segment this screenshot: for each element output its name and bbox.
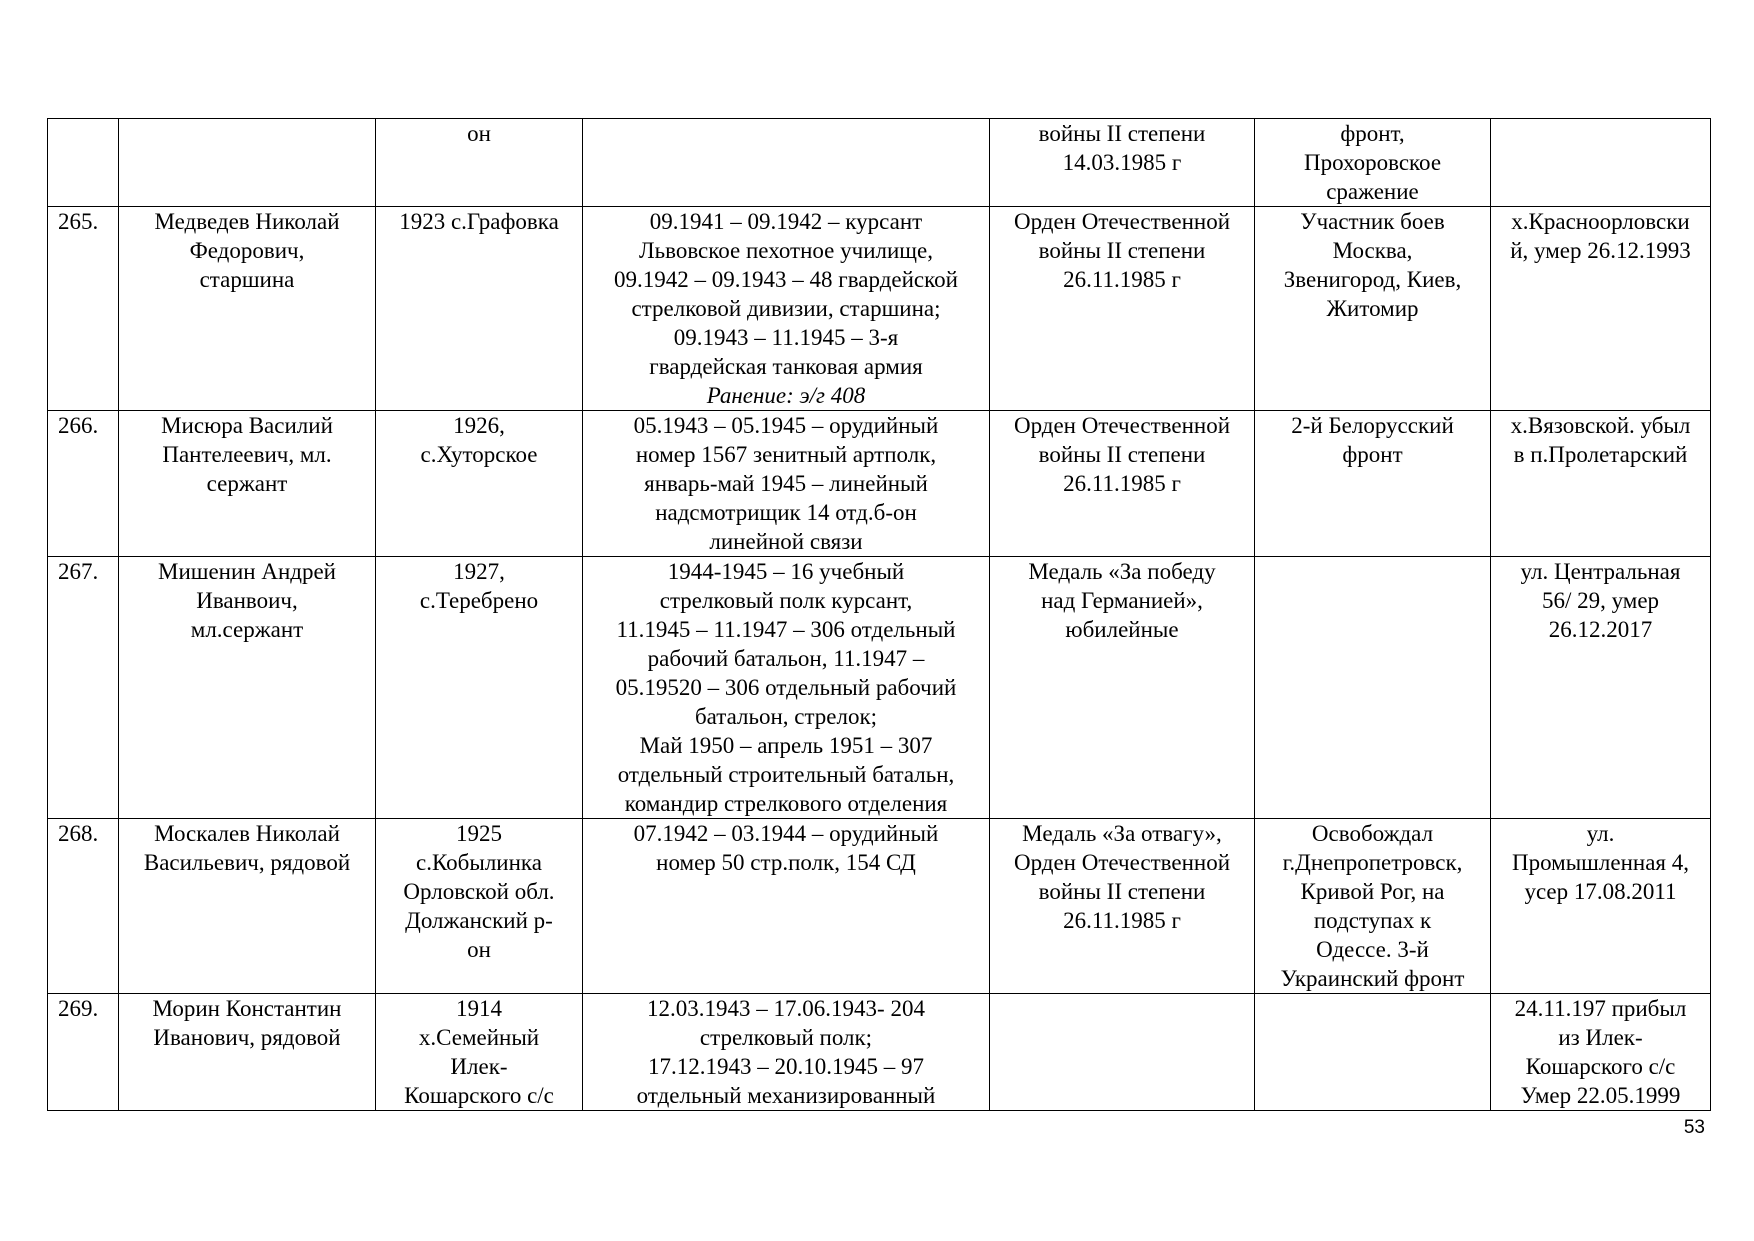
cell-number	[48, 819, 119, 994]
cell-line: х.Красноорловски	[1511, 209, 1690, 234]
cell-line: 07.1942 – 03.1944 – орудийный	[633, 821, 939, 846]
cell-line: Морин Константин	[152, 996, 342, 1021]
cell-line: войны II степени	[1038, 238, 1206, 263]
cell-battles	[1255, 119, 1491, 207]
cell-line: в п.Пролетарский	[1513, 442, 1688, 467]
cell-birth	[376, 819, 583, 994]
cell-line: он	[467, 121, 491, 146]
cell-line: Кривой Рог, на	[1300, 879, 1445, 904]
cell-line: Житомир	[1326, 296, 1419, 321]
cell-birth	[376, 411, 583, 557]
cell-awards	[990, 119, 1255, 207]
cell-line: х.Вязовской. убыл	[1510, 413, 1691, 438]
cell-line: войны II степени	[1038, 121, 1206, 146]
cell-line: мл.сержант	[190, 617, 304, 642]
cell-line: 09.1941 – 09.1942 – курсант	[649, 209, 923, 234]
cell-line: Мишенин Андрей	[158, 559, 336, 584]
cell-service	[583, 207, 990, 411]
cell-line: Должанский р-	[405, 908, 553, 933]
cell-line: усер 17.08.2011	[1524, 879, 1677, 904]
cell-line: х.Семейный	[418, 1025, 540, 1050]
cell-line: Кошарского с/с	[404, 1083, 554, 1108]
cell-birth	[376, 119, 583, 207]
table-row	[48, 119, 1711, 207]
cell-line: с.Теребрено	[419, 588, 539, 613]
cell-line: Освобождал	[1311, 821, 1434, 846]
cell-line: Орловской обл.	[403, 879, 555, 904]
cell-name	[119, 819, 376, 994]
cell-line: 24.11.197 прибыл	[1514, 996, 1687, 1021]
cell-line: 268.	[58, 821, 99, 846]
cell-line: Украинский фронт	[1280, 966, 1465, 991]
cell-line: фронт	[1342, 442, 1403, 467]
cell-number	[48, 994, 119, 1111]
cell-service	[583, 557, 990, 819]
cell-line: из Илек-	[1558, 1025, 1643, 1050]
cell-line: сражение	[1326, 179, 1419, 204]
table-row	[48, 819, 1711, 994]
cell-birth	[376, 557, 583, 819]
cell-name	[119, 994, 376, 1111]
cell-name	[119, 557, 376, 819]
cell-line: 1923 с.Графовка	[399, 209, 559, 234]
table-row	[48, 994, 1711, 1111]
cell-line: Май 1950 – апрель 1951 – 307	[639, 733, 933, 758]
cell-line: старшина	[199, 267, 295, 292]
cell-line: 1925	[456, 821, 502, 846]
cell-line: надсмотрищик 14 отд.б-он	[655, 500, 917, 525]
cell-line: Прохоровское	[1303, 150, 1442, 175]
cell-line: гвардейская танковая армия	[649, 354, 923, 379]
cell-awards	[990, 994, 1255, 1111]
cell-line: 1914	[456, 996, 502, 1021]
cell-birth	[376, 994, 583, 1111]
cell-awards	[990, 557, 1255, 819]
cell-line: войны II степени	[1038, 879, 1206, 904]
cell-line: 1944-1945 – 16 учебный	[667, 559, 905, 584]
cell-line: 26.11.1985 г	[1063, 471, 1181, 496]
cell-line: Федорович,	[189, 238, 305, 263]
cell-line: с.Кобылинка	[416, 850, 542, 875]
cell-name	[119, 207, 376, 411]
cell-name	[119, 119, 376, 207]
cell-line: 1926,	[453, 413, 505, 438]
cell-number	[48, 557, 119, 819]
cell-line: г.Днепропетровск,	[1282, 850, 1463, 875]
cell-number	[48, 207, 119, 411]
cell-line: Иванович, рядовой	[153, 1025, 341, 1050]
cell-line: отдельный механизированный	[636, 1083, 936, 1108]
cell-awards	[990, 819, 1255, 994]
cell-battles	[1255, 207, 1491, 411]
cell-line: Орден Отечественной	[1013, 209, 1231, 234]
cell-battles	[1255, 557, 1491, 819]
cell-line: Москва,	[1332, 238, 1413, 263]
cell-awards	[990, 411, 1255, 557]
cell-line: Москалев Николай	[154, 821, 340, 846]
cell-line: Пантелеевич, мл.	[162, 442, 332, 467]
page-number: 53	[1683, 1117, 1705, 1138]
cell-line: Львовское пехотное училище,	[639, 238, 933, 263]
cell-line: Илек-	[450, 1054, 508, 1079]
cell-line: Медаль «За отвагу»,	[1022, 821, 1222, 846]
cell-battles	[1255, 819, 1491, 994]
cell-battles	[1255, 411, 1491, 557]
cell-line: 2-й Белорусский	[1291, 413, 1454, 438]
cell-number	[48, 119, 119, 207]
cell-line: 1927,	[453, 559, 505, 584]
cell-battles	[1255, 994, 1491, 1111]
cell-service	[583, 119, 990, 207]
cell-line: Медведев Николай	[154, 209, 340, 234]
cell-birth	[376, 207, 583, 411]
cell-notes	[1491, 557, 1711, 819]
cell-line: номер 1567 зенитный артполк,	[635, 442, 937, 467]
table-row	[48, 207, 1711, 411]
cell-name	[119, 411, 376, 557]
cell-line: Иванвоич,	[196, 588, 298, 613]
cell-line: Орден Отечественной	[1013, 413, 1231, 438]
cell-line: с.Хуторское	[420, 442, 538, 467]
cell-line: 266.	[58, 413, 99, 438]
cell-line: батальон, стрелок;	[694, 704, 878, 729]
table-row	[48, 557, 1711, 819]
cell-service	[583, 819, 990, 994]
cell-line: Умер 22.05.1999	[1520, 1083, 1681, 1108]
cell-line: 12.03.1943 – 17.06.1943- 204	[647, 996, 925, 1021]
cell-line: линейной связи	[709, 529, 863, 554]
cell-line: Кошарского с/с	[1525, 1054, 1676, 1079]
cell-awards	[990, 207, 1255, 411]
cell-line: 267.	[58, 559, 99, 584]
cell-number	[48, 411, 119, 557]
cell-notes	[1491, 411, 1711, 557]
cell-notes	[1491, 819, 1711, 994]
cell-line: он	[467, 937, 491, 962]
cell-notes	[1491, 119, 1711, 207]
cell-line: Участник боев	[1300, 209, 1445, 234]
cell-line: фронт,	[1340, 121, 1405, 146]
cell-line: юбилейные	[1065, 617, 1179, 642]
cell-service	[583, 994, 990, 1111]
cell-line: рабочий батальон, 11.1947 –	[647, 646, 925, 671]
cell-line: 17.12.1943 – 20.10.1945 – 97	[648, 1054, 924, 1079]
cell-line: стрелковый полк курсант,	[659, 588, 913, 613]
cell-line: 05.1943 – 05.1945 – орудийный	[633, 413, 939, 438]
veterans-table	[47, 118, 1711, 1111]
cell-line: 26.11.1985 г	[1063, 267, 1181, 292]
cell-line: стрелковый полк;	[699, 1025, 873, 1050]
cell-line: 26.11.1985 г	[1063, 908, 1181, 933]
table-row	[48, 411, 1711, 557]
cell-line: отдельный строительный батальн,	[617, 762, 955, 787]
cell-line: над Германией»,	[1041, 588, 1203, 613]
cell-line: номер 50 стр.полк, 154 СД	[656, 850, 916, 875]
table-body	[48, 119, 1711, 1111]
cell-line: стрелковой дивизии, старшина;	[631, 296, 941, 321]
cell-line: ул. Центральная	[1520, 559, 1681, 584]
cell-line: сержант	[206, 471, 288, 496]
cell-line: 09.1942 – 09.1943 – 48 гвардейской	[614, 267, 958, 292]
cell-line: 11.1945 – 11.1947 – 306 отдельный	[616, 617, 956, 642]
cell-notes	[1491, 207, 1711, 411]
cell-line: командир стрелкового отделения	[624, 791, 948, 816]
cell-line: ул.	[1586, 821, 1615, 846]
cell-line: Орден Отечественной	[1013, 850, 1231, 875]
cell-line: Промышленная 4,	[1512, 850, 1689, 875]
cell-line: Ранение: э/г 408	[706, 383, 866, 408]
cell-line: Мисюра Василий	[161, 413, 333, 438]
cell-line: 56/ 29, умер	[1541, 588, 1660, 613]
cell-line: 09.1943 – 11.1945 – 3-я	[673, 325, 899, 350]
cell-line: подступах к	[1313, 908, 1432, 933]
cell-line: 265.	[58, 209, 99, 234]
cell-line: 05.19520 – 306 отдельный рабочий	[615, 675, 957, 700]
cell-line: 269.	[58, 996, 99, 1021]
cell-line: 26.12.2017	[1548, 617, 1653, 642]
cell-line: Медаль «За победу	[1028, 559, 1216, 584]
cell-line: Васильевич, рядовой	[143, 850, 351, 875]
cell-line: январь-май 1945 – линейный	[644, 471, 928, 496]
cell-line: войны II степени	[1038, 442, 1206, 467]
cell-notes	[1491, 994, 1711, 1111]
cell-line: 14.03.1985 г	[1062, 150, 1182, 175]
cell-line: Звенигород, Киев,	[1283, 267, 1462, 292]
cell-line: й, умер 26.12.1993	[1510, 238, 1691, 263]
cell-line: Одессе. 3-й	[1316, 937, 1429, 962]
cell-service	[583, 411, 990, 557]
